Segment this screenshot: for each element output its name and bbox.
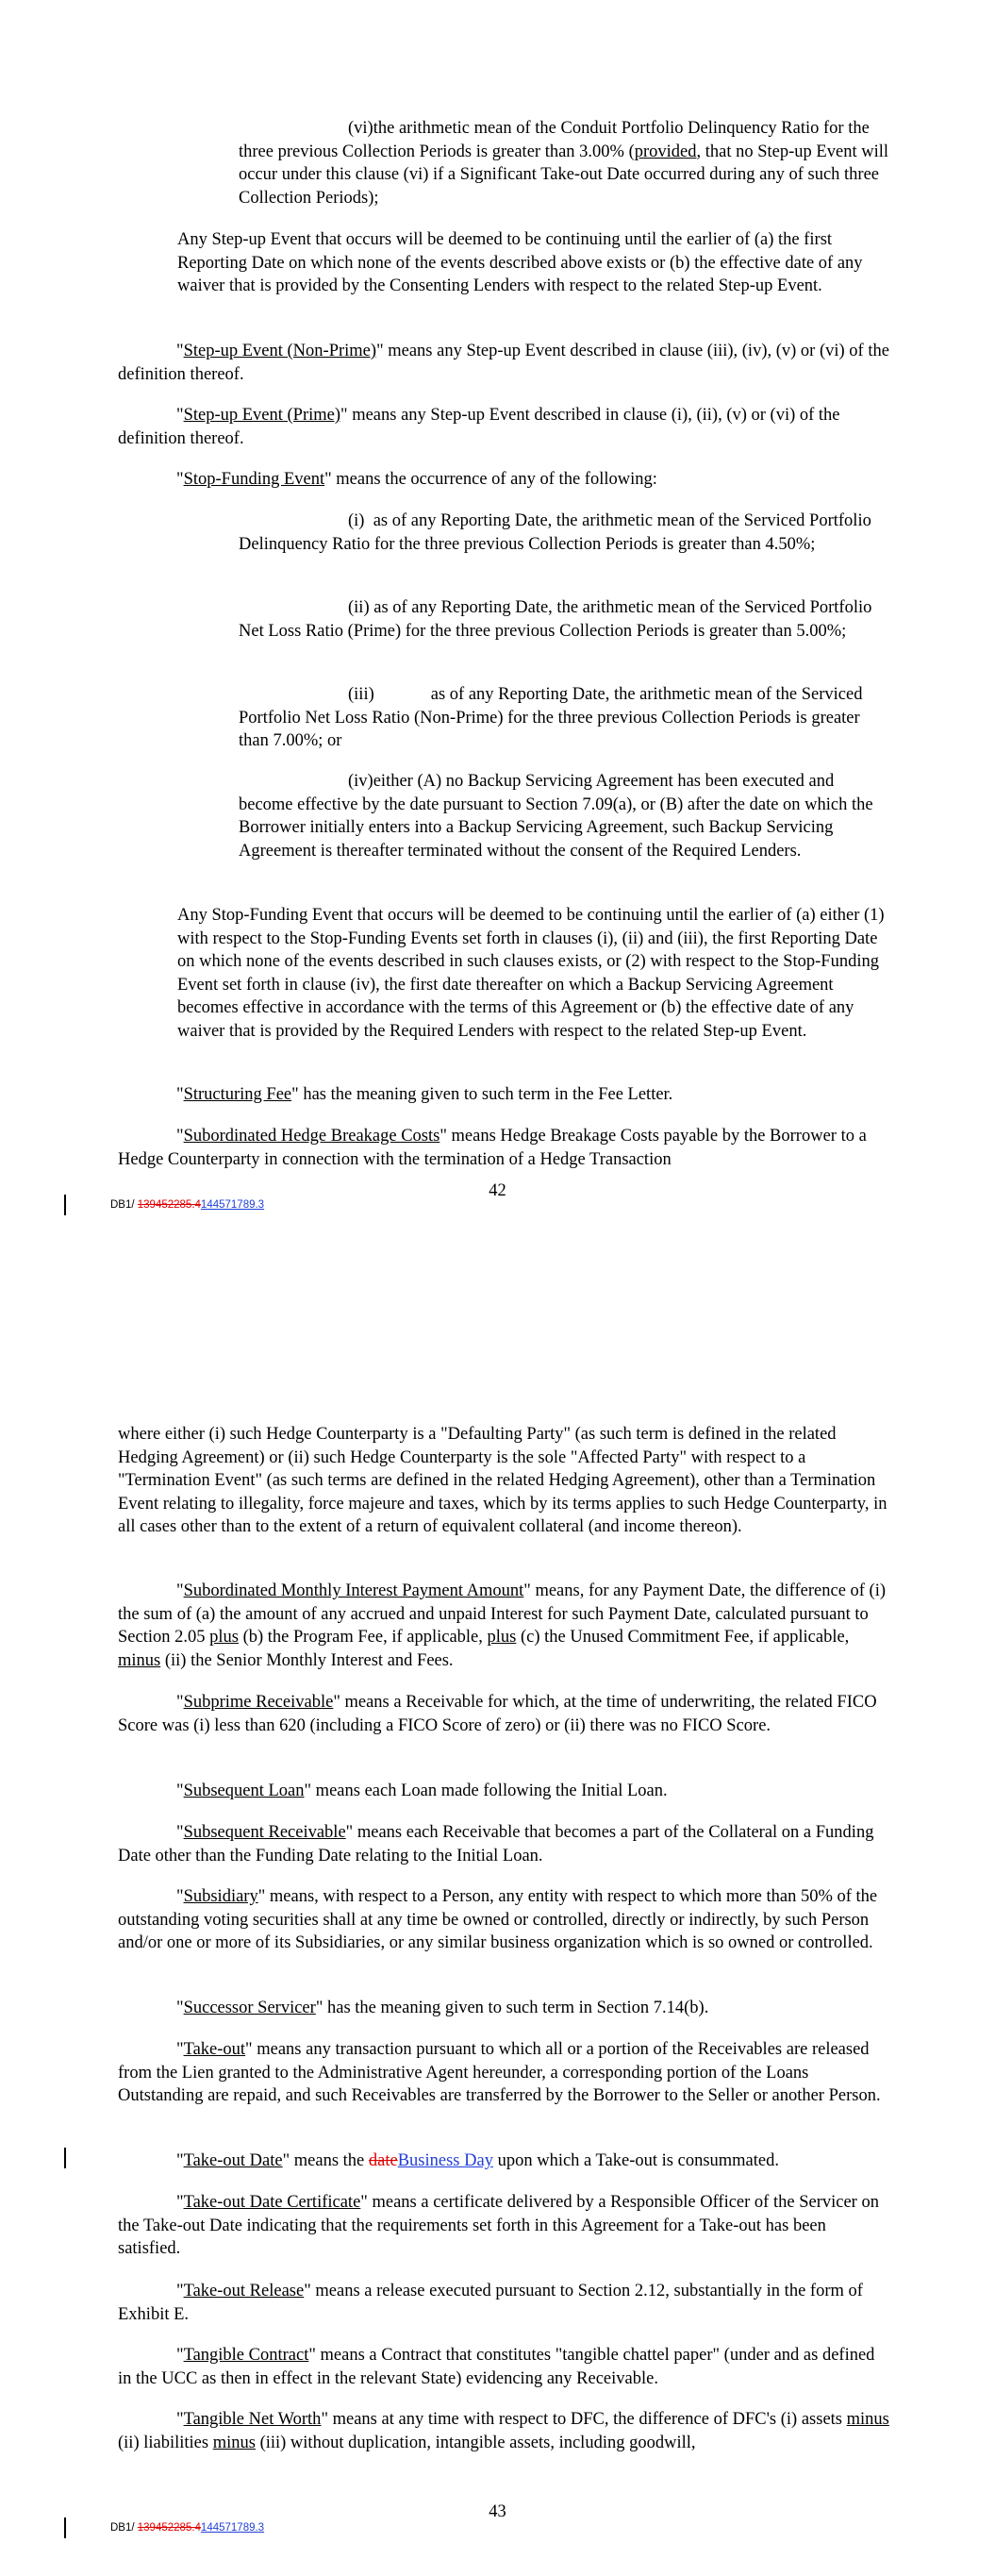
definition-text: " means a certificate delivered by a Responsible Officer of the Servicer on the Take-out Date indicating that the requirements set forth in this Agreement for a Take-out has been satisfied. [118, 2193, 879, 2258]
defined-term: Subordinated Monthly Interest Payment Amount [183, 1581, 524, 1600]
defined-term: Take-out [183, 2040, 246, 2059]
defined-term: Subordinated Hedge Breakage Costs [183, 1127, 440, 1146]
clause-label: (i) [348, 511, 365, 530]
definition-subordinated-monthly-interest: "Subordinated Monthly Interest Payment Amount" means, for any Payment Date, the difference of (i) the sum of (a) the amount of any accrued and unpaid Interest for such Payment Date, calculated pursuant to Section 2.05 plus (b) the Program Fee, if applicable, plus (c) the Unused Commitment Fee, if applicable, minus (ii) the Senior Monthly Interest and Fees. [118, 1581, 887, 1670]
stop-funding-clause-iv [239, 770, 891, 862]
plus-term: plus [487, 1628, 517, 1647]
definition-text: (c) the Unused Commitment Fee, if applicable, [516, 1628, 850, 1647]
definition-stop-funding-event: "Stop-Funding Event" means the occurrence of any of the following: [176, 470, 657, 489]
definition-text: " means each Loan made following the Initial Loan. [304, 1781, 668, 1800]
defined-term: Subsequent Receivable [183, 1823, 346, 1842]
document-footer-id [110, 1199, 264, 1211]
clause-text: as of any Reporting Date, the arithmetic mean of the Serviced Portfolio Delinquency Ratio for the three previous Collection Periods is greater than 4.50%; [239, 511, 871, 554]
defined-term: Tangible Contract [183, 2346, 309, 2365]
definition-step-up-non-prime: "Step-up Event (Non-Prime)" means any Step-up Event described in clause (iii), (iv), (v) or (vi) of the definition thereof. [118, 342, 889, 384]
defined-term: Take-out Date [183, 2151, 283, 2170]
definition-text: " means a release executed pursuant to Section 2.12, substantially in the form of Exhibit E. [118, 2282, 863, 2324]
minus-term: minus [118, 1650, 161, 1670]
clause-label: (ii) [348, 598, 370, 617]
defined-term: Structuring Fee [183, 1085, 292, 1104]
minus-term: minus [846, 2410, 889, 2429]
definition-text: " has the meaning given to such term in the Fee Letter. [291, 1085, 673, 1104]
definition-text: " has the meaning given to such term in Section 7.14(b). [315, 1999, 709, 2017]
clause-text: the arithmetic mean of the Conduit Portfolio Delinquency Ratio for the three previous Collection Periods is greater than 3.00% ( [239, 119, 870, 161]
definition-subsequent-loan: "Subsequent Loan" means each Loan made following the Initial Loan. [176, 1781, 668, 1800]
deleted-doc-id: 139452285.4 [137, 2522, 201, 2534]
definition-text: upon which a Take-out is consummated. [492, 2151, 779, 2170]
definition-successor-servicer: "Successor Servicer" has the meaning given to such term in Section 7.14(b). [176, 1999, 709, 2017]
footer-prefix: DB1/ [110, 1199, 138, 1211]
clause-text: as of any Reporting Date, the arithmetic mean of the Serviced Portfolio Net Loss Ratio (Non-Prime) for the three previous Collection Periods is greater than 7.00%; or [239, 685, 863, 750]
definition-text: " means any Step-up Event described in clause (i), (ii), (v) or (vi) of the definition thereof. [118, 406, 840, 448]
deleted-doc-id: 139452285.4 [137, 1199, 201, 1211]
definition-text: " means at any time with respect to DFC, the difference of DFC's (i) assets [321, 2410, 847, 2429]
change-bar [64, 2148, 66, 2168]
inserted-doc-id: 144571789.3 [200, 1199, 265, 1211]
clause-text: , that no Step-up Event will occur under this clause (vi) if a Significant Take-out Date occurred during any of such three Collection Periods); [239, 142, 888, 208]
defined-term: Subsequent Loan [183, 1781, 305, 1800]
document-page-43 [0, 1227, 995, 2576]
inserted-text: Business Day [397, 2151, 493, 2170]
change-bar [64, 2517, 66, 2538]
defined-term: Subsidiary [183, 1887, 258, 1906]
definition-text: " means Hedge Breakage Costs payable by the Borrower to a Hedge Counterparty in connection with the termination of a Hedge Transaction [118, 1127, 867, 1169]
definition-text: " means, for any Payment Date, the difference of (i) the sum of (a) the amount of any accrued and unpaid Interest for such Payment Date, calculated pursuant to Section 2.05 [118, 1581, 887, 1647]
footer-prefix: DB1/ [110, 2522, 138, 2534]
defined-term: Successor Servicer [183, 1999, 316, 2017]
defined-term: Step-up Event (Non-Prime) [183, 342, 377, 360]
definition-text: " means a Contract that constitutes "tangible chattel paper" (under and as defined in the UCC as then in effect in the relevant State) evidencing any Receivable. [118, 2346, 875, 2388]
definition-text: (ii) the Senior Monthly Interest and Fees. [160, 1650, 454, 1670]
hedge-continuation-paragraph: where either (i) such Hedge Counterparty is a "Defaulting Party" (as such term is defined in the related Hedging Agreement) or (ii) such Hedge Counterparty is the sole "Affected Party" with respect to a "Termination Event" (as such terms are defined in the related Hedging Agreement), other than a Termination Event relating to illegality, force majeure and taxes, which by its terms applies to such Hedge Counterparty, in all cases other than to the extent of a return of equivalent collateral (and income thereon). [118, 1425, 887, 1536]
plus-term: plus [209, 1628, 239, 1647]
defined-term: Stop-Funding Event [183, 470, 325, 489]
clause-vi [239, 117, 891, 209]
minus-term: minus [212, 2433, 256, 2452]
definition-structuring-fee: "Structuring Fee" has the meaning given to such term in the Fee Letter. [176, 1085, 673, 1104]
deleted-text: date [368, 2151, 398, 2170]
definition-text: " means any Step-up Event described in clause (iii), (iv), (v) or (vi) of the definition thereof. [118, 342, 889, 384]
definition-text: (ii) liabilities [118, 2433, 213, 2452]
stop-funding-continuing-paragraph: Any Stop-Funding Event that occurs will be deemed to be continuing until the earlier of (a) either (1) with respect to the Stop-Funding Events set forth in clauses (i), (ii) and (iii), the first Reporting Date on which none of the events described in such clauses exists, or (2) with respect to the Stop-Funding Event set forth in clause (iv), the first date thereafter on which a Backup Servicing Agreement becomes effective in accordance with the terms of this Agreement or (b) the effective date of any waiver that is provided by the Required Lenders with respect to the related Step-up Event. [177, 906, 885, 1041]
clause-text: either (A) no Backup Servicing Agreement has been executed and become effective by the date pursuant to Section 7.09(a), or (B) after the date on which the Borrower initially enters into a Backup Servicing Agreement, such Backup Servicing Agreement is thereafter terminated without the consent of the Required Lenders. [239, 772, 873, 861]
stop-funding-clause-iii [239, 683, 891, 753]
definition-text: " means each Receivable that becomes a part of the Collateral on a Funding Date other than the Funding Date relating to the Initial Loan. [118, 1823, 874, 1865]
definition-take-out-date: "Take-out Date" means the dateBusiness Day upon which a Take-out is consummated. [176, 2151, 779, 2170]
stop-funding-clause-ii [239, 596, 891, 643]
clause-label: (vi) [348, 119, 373, 138]
definition-subprime-receivable: "Subprime Receivable" means a Receivable for which, at the time of underwriting, the related FICO Score was (i) less than 620 (including a FICO Score of zero) or (ii) there was no FICO Score. [118, 1693, 877, 1735]
definition-tangible-net-worth: "Tangible Net Worth" means at any time with respect to DFC, the difference of DFC's (i) assets minus (ii) liabilities minus (iii) without duplication, intangible assets, including goodwill, [118, 2410, 889, 2452]
definition-text: (iii) without duplication, intangible assets, including goodwill, [255, 2433, 696, 2452]
definition-text: (b) the Program Fee, if applicable, [238, 1628, 488, 1647]
clause-label: (iii) [348, 685, 374, 704]
definition-take-out-date-certificate: "Take-out Date Certificate" means a certificate delivered by a Responsible Officer of the Servicer on the Take-out Date indicating that the requirements set forth in this Agreement for a Take-out has been satisfied. [118, 2193, 879, 2258]
definition-take-out-release: "Take-out Release" means a release executed pursuant to Section 2.12, substantially in the form of Exhibit E. [118, 2282, 863, 2324]
definition-step-up-prime: "Step-up Event (Prime)" means any Step-up Event described in clause (i), (ii), (v) or (vi) of the definition thereof. [118, 406, 840, 448]
defined-term: Subprime Receivable [183, 1693, 334, 1712]
clause-text: as of any Reporting Date, the arithmetic mean of the Serviced Portfolio Net Loss Ratio (Prime) for the three previous Collection Periods is greater than 5.00%; [239, 598, 872, 641]
definition-subsequent-receivable: "Subsequent Receivable" means each Receivable that becomes a part of the Collateral on a Funding Date other than the Funding Date relating to the Initial Loan. [118, 1823, 874, 1865]
defined-term: Step-up Event (Prime) [183, 406, 341, 425]
definition-subordinated-hedge-breakage-costs: "Subordinated Hedge Breakage Costs" means Hedge Breakage Costs payable by the Borrower to a Hedge Counterparty in connection with the termination of a Hedge Transaction [118, 1127, 867, 1169]
inserted-doc-id: 144571789.3 [200, 2522, 265, 2534]
definition-text: " means any transaction pursuant to which all or a portion of the Receivables are released from the Lien granted to the Administrative Agent hereunder, a corresponding portion of the Loans Outstanding are repaid, and such Receivables are transferred by the Borrower to the Seller or another Person. [118, 2040, 881, 2105]
clause-label: (iv) [348, 772, 373, 791]
document-footer-id [110, 2522, 264, 2534]
definition-take-out: "Take-out" means any transaction pursuant to which all or a portion of the Receivables are released from the Lien granted to the Administrative Agent hereunder, a corresponding portion of the Loans Outstanding are repaid, and such Receivables are transferred by the Borrower to the Seller or another Person. [118, 2040, 881, 2105]
provided-term: provided [634, 142, 697, 161]
defined-term: Take-out Release [183, 2282, 305, 2300]
definition-subsidiary: "Subsidiary" means, with respect to a Person, any entity with respect to which more than 50% of the outstanding voting securities shall at any time be owned or controlled, directly or indirectly, by such Person and/or one or more of its Subsidiaries, or any similar business organization which is so owned or controlled. [118, 1887, 878, 1952]
defined-term: Tangible Net Worth [183, 2410, 322, 2429]
definition-tangible-contract: "Tangible Contract" means a Contract that constitutes "tangible chattel paper" (under and as defined in the UCC as then in effect in the relevant State) evidencing any Receivable. [118, 2346, 875, 2388]
change-bar [64, 1195, 66, 1215]
stop-funding-clause-i [239, 510, 891, 556]
page-number: 42 [489, 1181, 506, 1200]
document-page-42 [0, 0, 995, 1227]
defined-term: Take-out Date Certificate [183, 2193, 361, 2212]
definition-text: " means, with respect to a Person, any entity with respect to which more than 50% of the outstanding voting securities shall at any time be owned or controlled, directly or indirectly, by such Person and/or one or more of its Subsidiaries, or any similar business organization which is so owned or controlled. [118, 1887, 878, 1952]
definition-text: " means the occurrence of any of the following: [324, 470, 657, 489]
definition-text: " means a Receivable for which, at the time of underwriting, the related FICO Score was (i) less than 620 (including a FICO Score of zero) or (ii) there was no FICO Score. [118, 1693, 877, 1735]
page-number: 43 [489, 2502, 506, 2521]
definition-text: " means the [282, 2151, 369, 2170]
step-up-continuing-paragraph: Any Step-up Event that occurs will be deemed to be continuing until the earlier of (a) the first Reporting Date on which none of the events described above exists or (b) the effective date of any waiver that is provided by the Consenting Lenders with respect to the related Step-up Event. [177, 230, 863, 295]
